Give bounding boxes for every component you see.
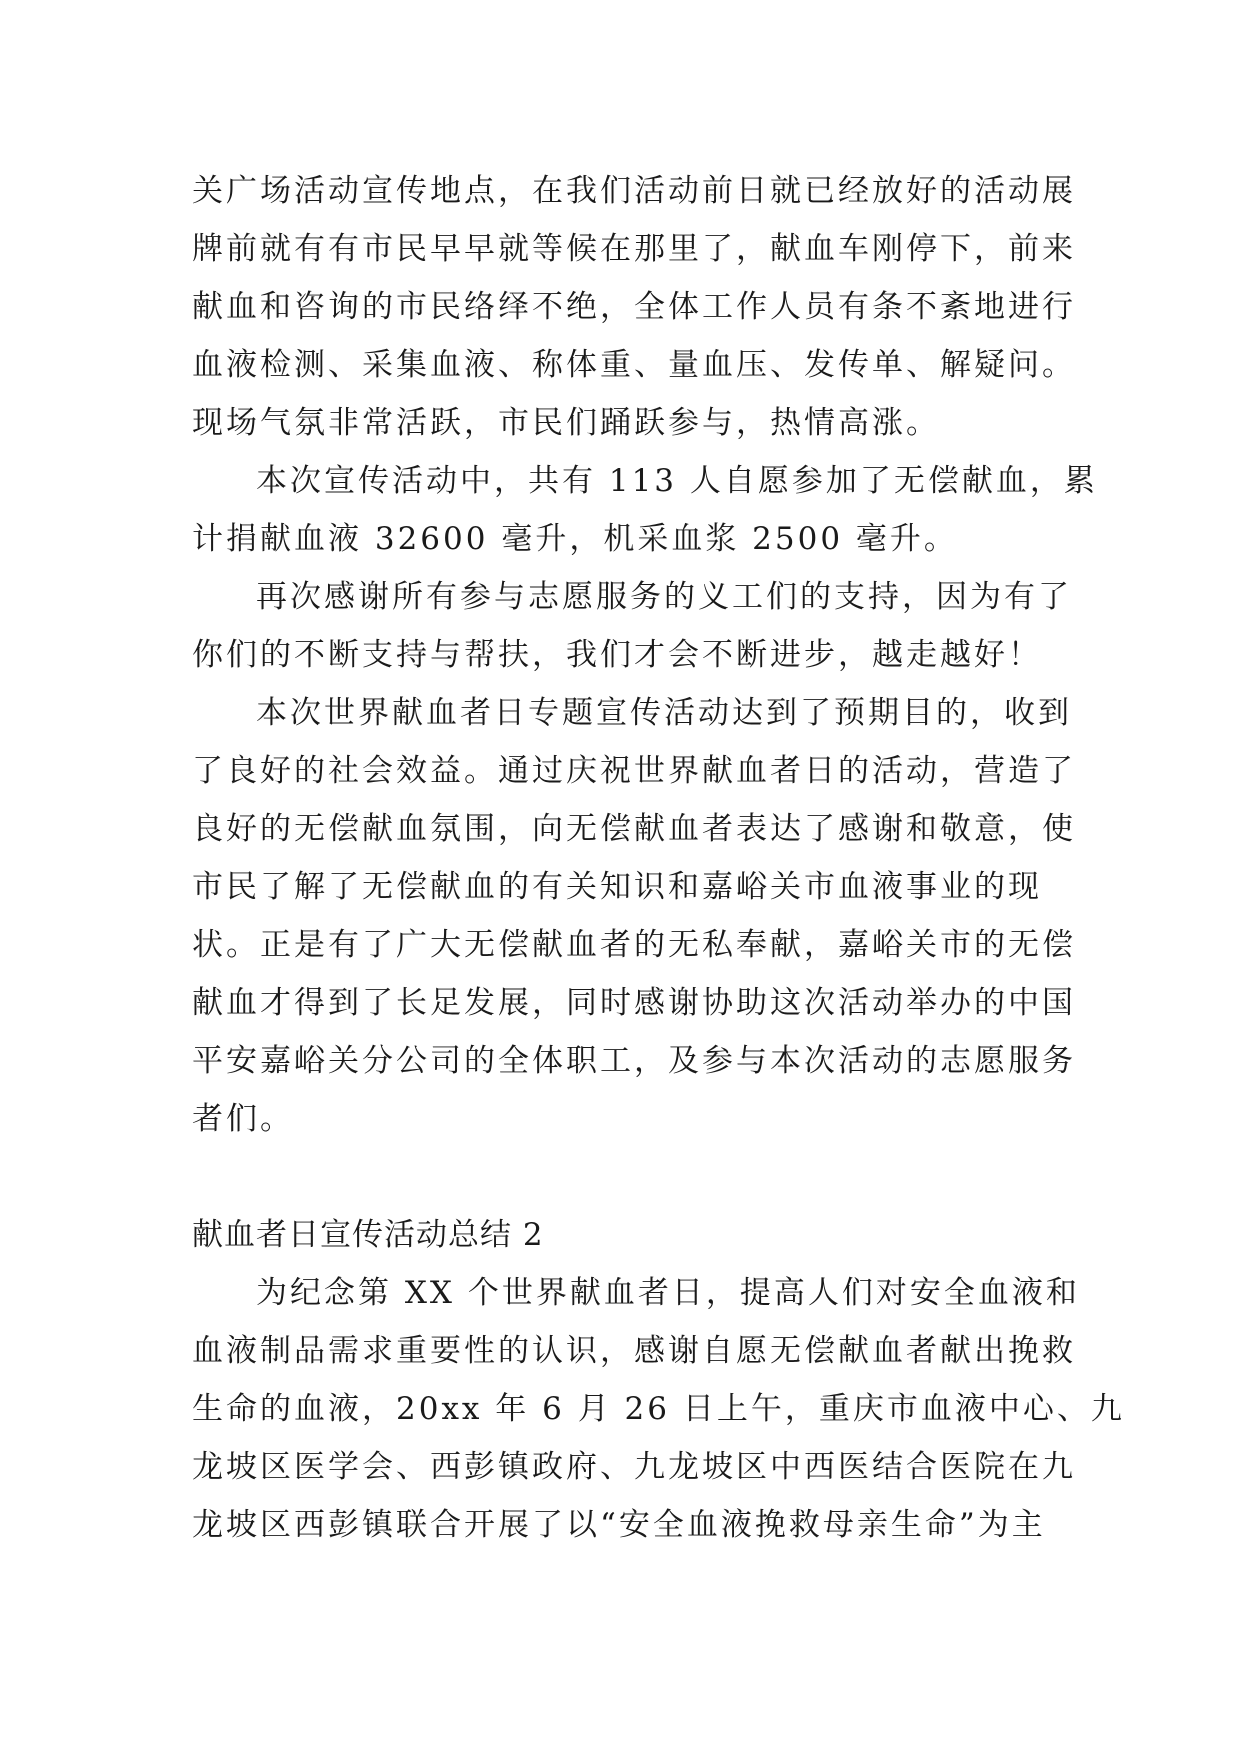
text-line: 龙坡区西彭镇联合开展了以“安全血液挽救母亲生命”为主 xyxy=(192,1507,1046,1543)
text-line: 生命的血液，20xx 年 6 月 26 日上午，重庆市血液中心、九 xyxy=(192,1391,1125,1427)
document-body xyxy=(192,162,1125,1554)
text-line: 献血和咨询的市民络绎不绝，全体工作人员有条不紊地进行 xyxy=(192,289,1076,325)
section-heading: 献血者日宣传活动总结 2 xyxy=(192,1217,544,1253)
text-line: 良好的无偿献血氛围，向无偿献血者表达了感谢和敬意，使 xyxy=(192,811,1076,847)
paragraph-thanks xyxy=(192,568,1072,684)
text-line: 市民了解了无偿献血的有关知识和嘉峪关市血液事业的现 xyxy=(192,869,1042,905)
text-line: 献血才得到了长足发展，同时感谢协助这次活动举办的中国 xyxy=(192,985,1076,1021)
text-line: 龙坡区医学会、西彭镇政府、九龙坡区中西医结合医院在九 xyxy=(192,1449,1076,1485)
text-line: 血液检测、采集血液、称体重、量血压、发传单、解疑问。 xyxy=(192,347,1076,383)
text-line: 关广场活动宣传地点，在我们活动前日就已经放好的活动展 xyxy=(192,173,1076,209)
text-line: 你们的不断支持与帮扶，我们才会不断进步，越走越好！ xyxy=(192,637,1042,673)
text-line: 为纪念第 XX 个世界献血者日，提高人们对安全血液和 xyxy=(256,1275,1080,1311)
text-line: 现场气氛非常活跃，市民们踊跃参与，热情高涨。 xyxy=(192,405,940,441)
text-line: 了良好的社会效益。通过庆祝世界献血者日的活动，营造了 xyxy=(192,753,1076,789)
text-line: 牌前就有有市民早早就等候在那里了，献血车刚停下，前来 xyxy=(192,231,1076,267)
text-line: 血液制品需求重要性的认识，感谢自愿无偿献血者献出挽救 xyxy=(192,1333,1076,1369)
paragraph-summary xyxy=(192,684,1076,1148)
text-line: 本次世界献血者日专题宣传活动达到了预期目的，收到 xyxy=(256,695,1072,731)
text-line: 本次宣传活动中，共有 113 人自愿参加了无偿献血，累 xyxy=(256,463,1098,499)
text-line: 平安嘉峪关分公司的全体职工，及参与本次活动的志愿服务 xyxy=(192,1043,1076,1079)
paragraph-stats xyxy=(192,452,1098,568)
text-line: 状。正是有了广大无偿献血者的无私奉献，嘉峪关市的无偿 xyxy=(192,927,1076,963)
paragraph-continuation xyxy=(192,162,1076,452)
text-line: 再次感谢所有参与志愿服务的义工们的支持，因为有了 xyxy=(256,579,1072,615)
text-line: 计捐献血液 32600 毫升，机采血浆 2500 毫升。 xyxy=(192,521,958,557)
paragraph-section2 xyxy=(192,1264,1125,1554)
text-line: 者们。 xyxy=(192,1101,294,1137)
paragraph-spacer xyxy=(192,1148,1052,1206)
